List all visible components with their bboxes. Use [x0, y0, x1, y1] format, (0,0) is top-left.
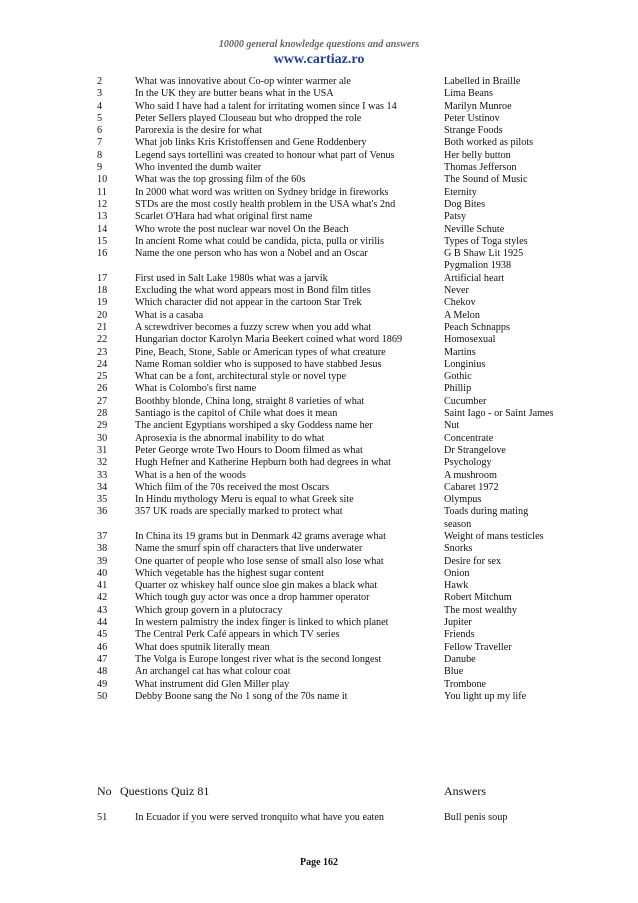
question-number: 18: [97, 285, 108, 297]
answer-text: A mushroom: [444, 469, 497, 481]
question-text: What was innovative about Co-op winter warmer ale: [135, 76, 351, 87]
question-number: 27: [97, 395, 108, 407]
column-header-no: No: [97, 784, 112, 798]
answer-text: Psychology: [444, 457, 492, 469]
question-row: [0, 248, 638, 273]
answer-text: Nut: [444, 420, 460, 432]
question-row: [0, 371, 638, 383]
question-text: Which character did not appear in the cartoon Star Trek: [135, 297, 362, 309]
question-number: 32: [97, 457, 108, 469]
question-text: What was the top grossing film of the 60s: [135, 174, 306, 186]
question-text: What instrument did Glen Miller play: [135, 678, 290, 690]
question-row: [0, 470, 638, 482]
question-number: 14: [97, 223, 108, 235]
question-text: The ancient Egyptians worshiped a sky Goddess name her: [135, 420, 373, 432]
question-number: 7: [97, 137, 103, 149]
question-text: Scarlet O'Hara had what original first name: [135, 211, 313, 223]
question-row: [0, 605, 638, 617]
answer-text: Martins: [444, 346, 476, 358]
question-number: 3: [97, 88, 103, 100]
question-text: In 2000 what word was written on Sydney bridge in fireworks: [135, 186, 389, 198]
question-text: Which vegetable has the highest sugar content: [135, 567, 324, 579]
question-text: In Ecuador if you were served tronquito what have you eaten: [135, 812, 384, 823]
question-text: In ancient Rome what could be candida, picta, pulla or virilis: [135, 235, 384, 247]
answer-text: Desire for sex: [444, 555, 502, 567]
question-row: [0, 433, 638, 445]
question-number: 43: [97, 604, 108, 616]
question-number: 28: [97, 408, 108, 420]
question-number: 5: [97, 112, 103, 124]
question-text: Who said I have had a talent for irritating women since I was 14: [135, 100, 397, 112]
answer-text: Artificial heart: [444, 272, 505, 284]
question-text: Who wrote the post nuclear war novel On the Beach: [135, 223, 349, 235]
answer-text: Types of Toga styles: [444, 235, 528, 247]
question-number: 20: [97, 309, 108, 321]
question-row: [0, 310, 638, 322]
question-row: [0, 506, 638, 531]
question-row: [0, 679, 638, 691]
question-row: [0, 543, 638, 555]
question-number: 42: [97, 592, 108, 604]
question-text: What job links Kris Kristoffensen and Gene Roddenbery: [135, 137, 367, 149]
question-text: In western palmistry the index finger is linked to which planet: [135, 617, 389, 629]
question-number: 24: [97, 358, 108, 370]
question-number: 51: [97, 812, 108, 823]
answer-text: Blue: [444, 666, 464, 678]
question-row: [0, 297, 638, 309]
question-row: [0, 113, 638, 125]
question-number: 2: [97, 76, 103, 87]
question-text: Pine, Beach, Stone, Sable or American types of what creature: [135, 346, 386, 358]
answer-text: G B Shaw Lit 1925 Pygmalion 1938: [444, 248, 524, 272]
answer-text: Jupiter: [444, 617, 472, 629]
question-list: [0, 76, 638, 703]
question-number: 30: [97, 432, 108, 444]
question-text: 357 UK roads are specially marked to protect what: [135, 506, 343, 518]
question-text: A screwdriver becomes a fuzzy screw when you add what: [135, 321, 372, 333]
answer-text: Danube: [444, 653, 476, 665]
question-row: [0, 629, 638, 641]
question-number: 49: [97, 678, 108, 690]
column-header-answers: Answers: [444, 784, 486, 798]
question-row: [0, 199, 638, 211]
question-number: 15: [97, 235, 108, 247]
question-text: In Hindu mythology Meru is equal to what Greek site: [135, 494, 354, 506]
question-row: [0, 150, 638, 162]
question-text: Peter Sellers played Clouseau but who dropped the role: [135, 112, 362, 124]
website-link[interactable]: www.cartiaz.ro: [273, 52, 365, 67]
question-number: 22: [97, 334, 108, 346]
question-number: 37: [97, 530, 108, 542]
answer-text: The Sound of Music: [444, 174, 528, 186]
question-number: 33: [97, 469, 108, 481]
question-row: [0, 322, 638, 334]
question-text: STDs are the most costly health problem in the USA what's 2nd: [135, 198, 396, 210]
question-row: [0, 125, 638, 137]
question-row: [0, 592, 638, 604]
answer-text: Lima Beans: [444, 88, 493, 100]
answer-text: Her belly button: [444, 149, 511, 161]
question-text: What is Colombo's first name: [135, 383, 257, 395]
question-number: 48: [97, 666, 108, 678]
answer-text: Phillip: [444, 383, 472, 395]
answer-text: The most wealthy: [444, 604, 517, 616]
question-text: Name the one person who has won a Nobel and an Oscar: [135, 248, 368, 260]
question-row: [0, 101, 638, 113]
question-number: 50: [97, 690, 108, 702]
question-row: [0, 174, 638, 186]
question-row: [0, 88, 638, 100]
question-text: Name Roman soldier who is supposed to have stabbed Jesus: [135, 358, 382, 370]
answer-text: Longinius: [444, 358, 486, 370]
question-number: 35: [97, 494, 108, 506]
answer-text: Toads during mating season: [444, 506, 529, 530]
question-row: [0, 334, 638, 346]
answer-text: A Melon: [444, 309, 480, 321]
question-text: First used in Salt Lake 1980s what was a jarvik: [135, 272, 328, 284]
question-row: [0, 211, 638, 223]
answer-text: Neville Schute: [444, 223, 505, 235]
question-row: [0, 236, 638, 248]
answer-text: Peter Ustinov: [444, 112, 500, 124]
question-text: What is a hen of the woods: [135, 469, 246, 481]
question-number: 34: [97, 481, 108, 493]
question-text: The Central Perk Café appears in which TV series: [135, 629, 340, 641]
question-text: Which group govern in a plutocracy: [135, 604, 283, 616]
question-number: 4: [97, 100, 103, 112]
answer-text: Patsy: [444, 211, 467, 223]
question-text: Which film of the 70s received the most Oscars: [135, 481, 330, 493]
answer-text: Both worked as pilots: [444, 137, 534, 149]
question-number: 47: [97, 653, 108, 665]
question-row: [0, 76, 638, 88]
question-text: Name the smurf spin off characters that live underwater: [135, 543, 363, 555]
answer-text: Cucumber: [444, 395, 487, 407]
question-text: Hungarian doctor Karolyn Maria Beekert coined what word 1869: [135, 334, 403, 346]
question-text: One quarter of people who lose sense of small also lose what: [135, 555, 384, 567]
question-text: Debby Boone sang the No 1 song of the 70s name it: [135, 690, 348, 702]
question-number: 36: [97, 506, 108, 518]
answer-text: Homosexual: [444, 334, 496, 346]
question-text: Which tough guy actor was once a drop hammer operator: [135, 592, 370, 604]
answer-text: Hawk: [444, 580, 469, 592]
answer-text: Never: [444, 285, 469, 297]
answer-text: Chekov: [444, 297, 476, 309]
question-text: What does sputnik literally mean: [135, 641, 270, 653]
question-number: 17: [97, 272, 108, 284]
question-row: [0, 137, 638, 149]
question-row: [0, 457, 638, 469]
answer-text: Dog Bites: [444, 198, 486, 210]
question-row: [0, 556, 638, 568]
answer-text: Trombone: [444, 678, 487, 690]
answer-text: Onion: [444, 567, 470, 579]
question-row: [0, 383, 638, 395]
question-text: Santiago is the capitol of Chile what does it mean: [135, 408, 338, 420]
question-number: 41: [97, 580, 108, 592]
question-number: 44: [97, 617, 108, 629]
question-text: In the UK they are butter beans what in the USA: [135, 88, 334, 100]
question-row: [0, 654, 638, 666]
quiz-title: Questions Quiz 81: [120, 784, 210, 798]
question-number: 13: [97, 211, 108, 223]
answer-text: Gothic: [444, 371, 472, 383]
answer-text: Fellow Traveller: [444, 641, 512, 653]
answer-text: Olympus: [444, 494, 482, 506]
question-number: 16: [97, 248, 108, 260]
question-number: 19: [97, 297, 108, 309]
answer-text: Strange Foods: [444, 125, 503, 137]
question-row: [0, 396, 638, 408]
question-row: [0, 617, 638, 629]
question-number: 38: [97, 543, 108, 555]
question-text: Aprosexia is the abnormal inability to do what: [135, 432, 325, 444]
question-number: 25: [97, 371, 108, 383]
question-text: Peter George wrote Two Hours to Doom filmed as what: [135, 444, 363, 456]
question-row: [0, 285, 638, 297]
question-number: 9: [97, 162, 103, 174]
answer-text: Cabaret 1972: [444, 481, 499, 493]
question-text: The Volga is Europe longest river what is the second longest: [135, 653, 382, 665]
question-text: Legend says tortellini was created to honour what part of Venus: [135, 149, 395, 161]
question-text: Who invented the dumb waiter: [135, 162, 262, 174]
question-text: Excluding the what word appears most in Bond film titles: [135, 285, 371, 297]
question-text: Parorexia is the desire for what: [135, 125, 263, 137]
answer-text: Concentrate: [444, 432, 494, 444]
answer-text: Eternity: [444, 186, 477, 198]
answer-text: Bull penis soup: [444, 812, 508, 823]
question-text: An archangel cat has what colour coat: [135, 666, 291, 678]
question-row: [0, 482, 638, 494]
answer-text: Snorks: [444, 543, 473, 555]
question-number: 21: [97, 321, 108, 333]
question-row: [0, 691, 638, 703]
answer-text: Peach Schnapps: [444, 321, 510, 333]
answer-text: Robert Mitchum: [444, 592, 512, 604]
question-number: 26: [97, 383, 108, 395]
answer-text: Friends: [444, 629, 475, 641]
question-row: [0, 494, 638, 506]
question-number: 6: [97, 125, 103, 137]
question-row: [0, 580, 638, 592]
question-number: 11: [97, 186, 107, 198]
document-header-title: 10000 general knowledge questions and answers: [218, 39, 420, 50]
question-row: [0, 420, 638, 432]
question-number: 31: [97, 444, 108, 456]
question-number: 46: [97, 641, 108, 653]
answer-text: Marilyn Munroe: [444, 100, 512, 112]
answer-text: Saint Iago - or Saint James: [444, 408, 554, 420]
answer-text: Dr Strangelove: [444, 444, 506, 456]
question-text: Hugh Hefner and Katherine Hepburn both had degrees in what: [135, 457, 392, 469]
question-number: 39: [97, 555, 108, 567]
question-number: 8: [97, 149, 103, 161]
page-number: Page 162: [299, 857, 339, 868]
question-number: 10: [97, 174, 108, 186]
answer-text: Thomas Jefferson: [444, 162, 517, 174]
question-row: [0, 273, 638, 285]
question-row: [0, 642, 638, 654]
question-number: 12: [97, 198, 108, 210]
question-row: [0, 408, 638, 420]
question-text: What can be a font, architectural style or novel type: [135, 371, 347, 383]
question-text: Boothby blonde, China long, straight 8 varieties of what: [135, 395, 365, 407]
question-row: [0, 666, 638, 678]
question-row: [0, 224, 638, 236]
answer-text: You light up my life: [444, 690, 527, 702]
question-row: [0, 162, 638, 174]
answer-text: Weight of mans testicles: [444, 530, 544, 542]
answer-text: Labelled in Braille: [444, 76, 521, 87]
question-text: In China its 19 grams but in Denmark 42 grams average what: [135, 530, 386, 542]
question-row: [0, 359, 638, 371]
question-text: What is a casaba: [135, 309, 204, 321]
question-text: Quarter oz whiskey half ounce sloe gin makes a black what: [135, 580, 378, 592]
question-row: [0, 445, 638, 457]
question-number: 23: [97, 346, 108, 358]
question-number: 29: [97, 420, 108, 432]
question-row: [0, 531, 638, 543]
question-number: 40: [97, 567, 108, 579]
question-row: [0, 568, 638, 580]
question-number: 45: [97, 629, 108, 641]
question-row: [0, 187, 638, 199]
question-row: [0, 347, 638, 359]
